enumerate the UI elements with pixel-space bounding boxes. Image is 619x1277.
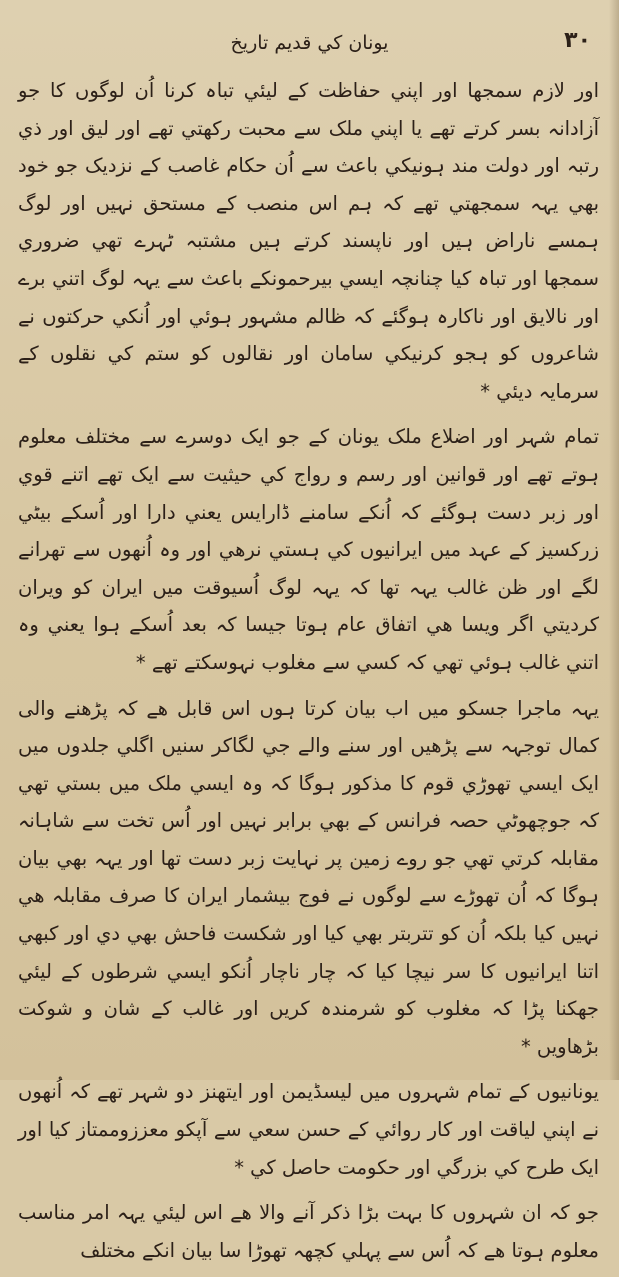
paragraph-2: تمام شہر اور اضلاع ملک یونان کے جو ایک دوسرے سے مختلف معلوم ہوتے تھے اور قوانین اور رسم و رواج کي حیثیت سے ایک تھے اتنے قوي اور زبر دست ہوگئے کہ اُنکے سامنے ڈارایس یعني دارا اور اُسکے بیٹي زرکسیز کے عہد میں ایرانیوں کي ہستي نرھي اور وہ اُنھوں سے تھرانے لگے اور ظن غالب یہہ تھا کہ یہہ لوگ اُسیوقت میں ایران کو ویران کردیتي اگر ویسا ھي اتفاق عام ہوتا جیسا کہ بعد اُسکے ہوا یعني وہ اتني غالب ہوئي تھي کہ کسي سے مغلوب نہوسکتے تھے * bbox=[18, 425, 599, 674]
page-header bbox=[20, 28, 599, 62]
body-text bbox=[18, 72, 599, 1277]
page-number: ۳۰ bbox=[564, 28, 591, 53]
paragraph-4: یونانیوں کے تمام شہروں میں لیسڈیمن اور ایتھنز دو شہر تھے کہ اُنھوں نے اپني لیاقت اور کار روائي کے حسن سعي سے آپکو معززوممتاز کیا اور ایک طرح کي بزرگي اور حکومت حاصل کي * bbox=[18, 1080, 599, 1179]
paragraph-1: اور لازم سمجھا اور اپني حفاظت کے لیئي تباہ کرنا اُن لوگوں کا جو آزادانہ بسر کرتے تھے یا اپني ملک سے محبت رکھتي تھے اور لیق اور ذي رتبہ اور دولت مند ہونیکي باعث سے اُن حکام غاصب کے نزدیک جو خود بھي یہہ سمجھتي تھے کہ ہم اس منصب کے مستحق نہیں اور لوگ ہمسے ناراض ہیں اور ناپسند کرتے ہیں مشتبہ ٹہرے تھي ضروري سمجھا اور تباہ کیا چنانچہ ایسي بیرحمونکے باعث سے یہہ لوگ اتني برے اور نالایق اور ناکارہ ہوگئے کہ ظالم مشہور ہوئي اور اُنکي حرکتوں نے شاعروں کو ہجو کرنیکي سامان اور نقالوں کو ستم کي نقلوں کے سرمایہ دیئي * bbox=[18, 79, 599, 403]
paragraph-3: یہہ ماجرا جسکو میں اب بیان کرتا ہوں اس قابل ھے کہ پڑھنے والی کمال توجہہ سے پڑھیں اور سنے والے جي لگاکر سنیں اگلي جلدوں میں ایک ایسي تھوڑي قوم کا مذکور ہوگا کہ وہ ایسي ملک میں بستي تھي کہ جوچھوٹي حصہ فرانس کے بھي برابر نہیں اور اُس تخت سے شاہانہ مقابلہ کرتي تھي جو روے زمین پر نہایت زبر دست تھا اور یہہ بھي بیان ہوگا کہ اُن تھوڑے سے لوگوں نے فوج بیشمار ایران کا صرف مقابلہ ھي نہیں کیا بلکہ اُن کو تتربتر بھي کیا اور شکست فاحش بھي دي اور کبھي اتنا ایرانیوں کا سر نیچا کیا کہ چار ناچار اُنکو ایسي شرطوں کے لیئي جھکنا پڑا کہ مغلوب کو شرمندہ کریں اور غالب کے شان و شوکت بڑھاویں * bbox=[18, 696, 599, 1058]
running-title: یونان کي قدیم تاریخ bbox=[230, 32, 389, 54]
paragraph-5: جو کہ ان شہروں کا بہت بڑا ذکر آنے والا ھے اس لیئي یہہ امر مناسب معلوم ہوتا ھے کہ اُس سے پہلي کچھہ تھوڑا سا بیان انکے مختلف bbox=[18, 1201, 599, 1262]
